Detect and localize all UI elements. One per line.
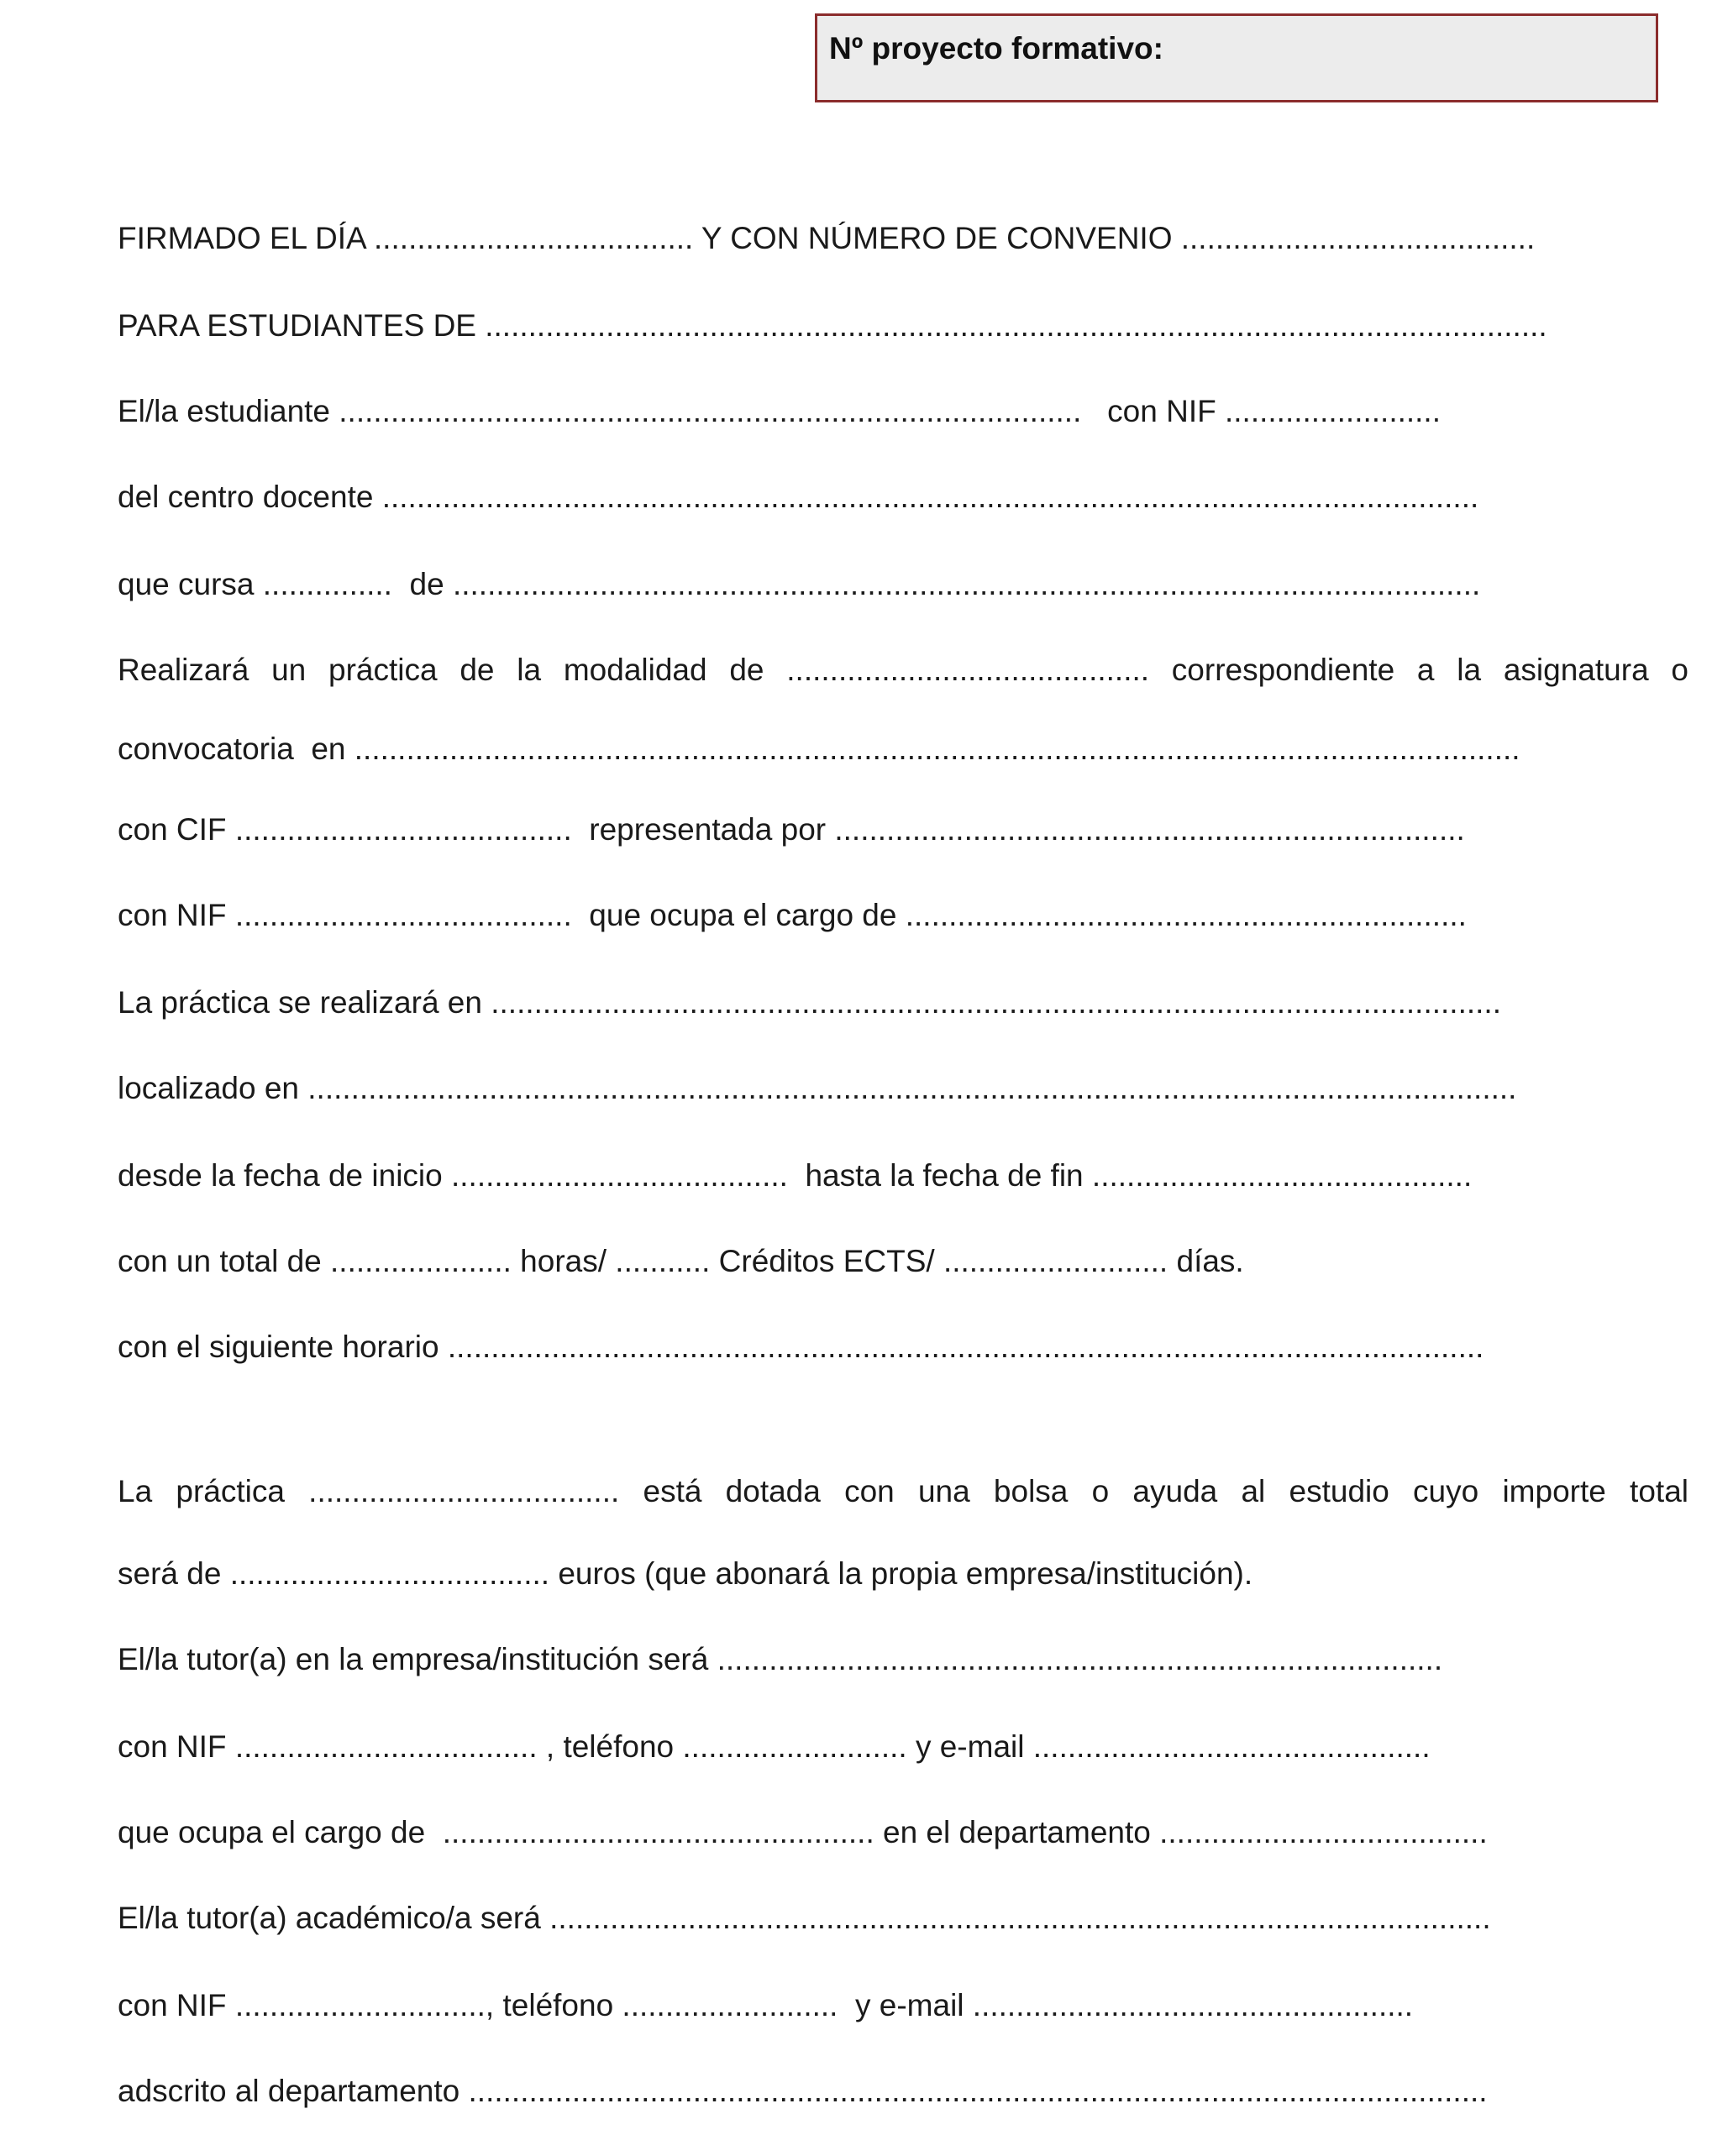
teaching-center-line: del centro docente ............................................................................................................................... <box>118 480 1479 514</box>
academic-tutor-contact-line: con NIF ............................., teléfono ......................... y e-mail ................................................... <box>118 1988 1414 2022</box>
grant-line: La práctica .................................... está dotada con una bolsa o ayuda al estudio cuyo importe total <box>118 1474 1688 1508</box>
project-number-box <box>815 13 1658 102</box>
amount-line: será de ..................................... euros (que abonará la propia empresa/institución). <box>118 1556 1253 1591</box>
academic-tutor-line: El/la tutor(a) académico/a será ............................................................................................................. <box>118 1901 1491 1935</box>
course-line: que cursa ............... de ....................................................................................................................... <box>118 567 1481 601</box>
date-range-line: desde la fecha de inicio ....................................... hasta la fecha de fin ............................................ <box>118 1158 1473 1193</box>
company-tutor-contact-line: con NIF ................................... , teléfono .......................... y e-mail .............................................. <box>118 1729 1431 1764</box>
company-tutor-line: El/la tutor(a) en la empresa/institución será .................................................................................... <box>118 1642 1443 1676</box>
practice-modality-line: Realizará un práctica de la modalidad de .......................................... correspondiente a la asignatura o <box>118 653 1688 687</box>
project-number-label: Nº proyecto formativo: <box>829 31 1163 66</box>
students-of-line: PARA ESTUDIANTES DE ........................................................................................................................... <box>118 308 1547 343</box>
signed-date-convenio-line: FIRMADO EL DÍA ..................................... Y CON NÚMERO DE CONVENIO ......................................... <box>118 221 1536 255</box>
company-tutor-position-line: que ocupa el cargo de .................................................. en el departamento ...................................... <box>118 1815 1488 1849</box>
practice-location-line: La práctica se realizará en ..................................................................................................................... <box>118 985 1501 1020</box>
student-name-nif-line: El/la estudiante ...................................................................................... con NIF ......................... <box>118 394 1441 428</box>
cif-representative-line: con CIF ....................................... representada por ......................................................................... <box>118 812 1465 847</box>
representative-nif-position-line: con NIF ....................................... que ocupa el cargo de ................................................................. <box>118 898 1467 932</box>
convocatoria-line: convocatoria en ....................................................................................................................................... <box>118 732 1520 766</box>
total-hours-line: con un total de ..................... horas/ ........... Créditos ECTS/ .......................... días. <box>118 1244 1244 1278</box>
schedule-line: con el siguiente horario ........................................................................................................................ <box>118 1330 1484 1364</box>
department-line: adscrito al departamento ...................................................................................................................... <box>118 2074 1488 2108</box>
located-in-line: localizado en ............................................................................................................................................ <box>118 1071 1517 1105</box>
